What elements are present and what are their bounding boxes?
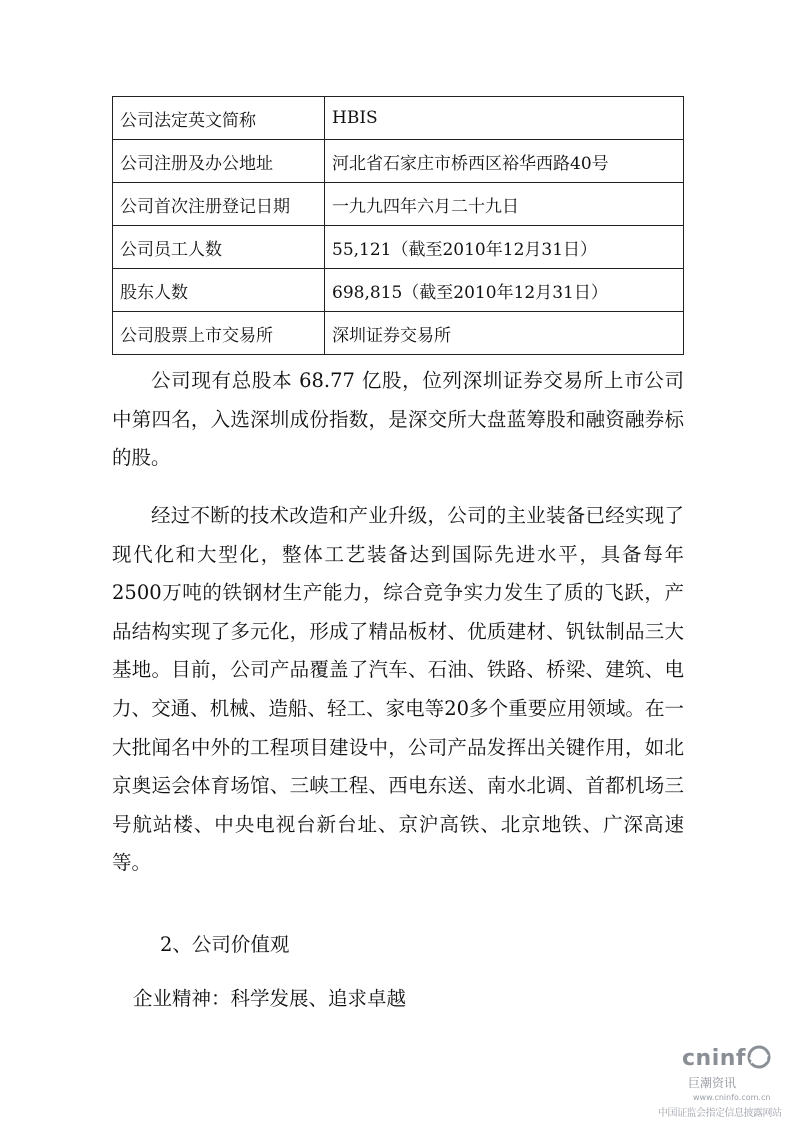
row-label: 股东人数 — [113, 269, 325, 312]
row-value: 55,121（截至2010年12月31日） — [325, 226, 684, 269]
cninfo-tagline: 中国证监会指定信息披露网站 — [658, 1108, 782, 1119]
table-row — [113, 183, 684, 226]
table-row — [113, 140, 684, 183]
row-label: 公司员工人数 — [113, 226, 325, 269]
paragraph-technology-upgrade: 经过不断的技术改造和产业升级，公司的主业装备已经实现了现代化和大型化，整体工艺装备达到国际先进水平，具备每年2500万吨的铁钢材生产能力，综合竞争实力发生了质的飞跃，产品结构实现了多元化，形成了精品板材、优质建材、钒钛制品三大基地。目前，公司产品覆盖了汽车、石油、铁路、桥梁、建筑、电力、交通、机械、造船、轻工、家电等20多个重要应用领域。在一大批闻名中外的工程项目建设中，公司产品发挥出关键作用，如北京奥运会体育场馆、三峡工程、西电东送、南水北调、首都机场三号航站楼、中央电视台新台址、京沪高铁、北京地铁、广深高速等。 — [112, 504, 684, 875]
cninfo-chinese-name: 巨潮资讯 — [688, 1076, 737, 1090]
row-label: 公司股票上市交易所 — [113, 312, 325, 355]
row-value: 一九九四年六月二十九日 — [325, 183, 684, 226]
row-value: HBIS — [325, 97, 684, 140]
table-row — [113, 312, 684, 355]
paragraph-share-capital: 公司现有总股本 68.77 亿股，位列深圳证券交易所上市公司中第四名，入选深圳成份指数，是深交所大盘蓝筹股和融资融券标的股。 — [112, 369, 684, 470]
row-label: 公司首次注册登记日期 — [113, 183, 325, 226]
cninfo-watermark — [660, 1040, 793, 1122]
section-heading-values: 2、公司价值观 — [160, 933, 290, 956]
table-row — [113, 97, 684, 140]
row-value: 698,815（截至2010年12月31日） — [325, 269, 684, 312]
row-value: 深圳证券交易所 — [325, 312, 684, 355]
row-label: 公司法定英文简称 — [113, 97, 325, 140]
cninfo-url: www.cninfo.com.cn — [693, 1093, 771, 1102]
enterprise-spirit: 企业精神：科学发展、追求卓越 — [133, 987, 407, 1010]
row-value: 河北省石家庄市桥西区裕华西路40号 — [325, 140, 684, 183]
company-info-table — [112, 96, 684, 355]
table-row — [113, 226, 684, 269]
cninfo-logo-text: cninf — [682, 1046, 746, 1071]
row-label: 公司注册及办公地址 — [113, 140, 325, 183]
table-row — [113, 269, 684, 312]
cninfo-swirl-icon — [746, 1044, 772, 1070]
